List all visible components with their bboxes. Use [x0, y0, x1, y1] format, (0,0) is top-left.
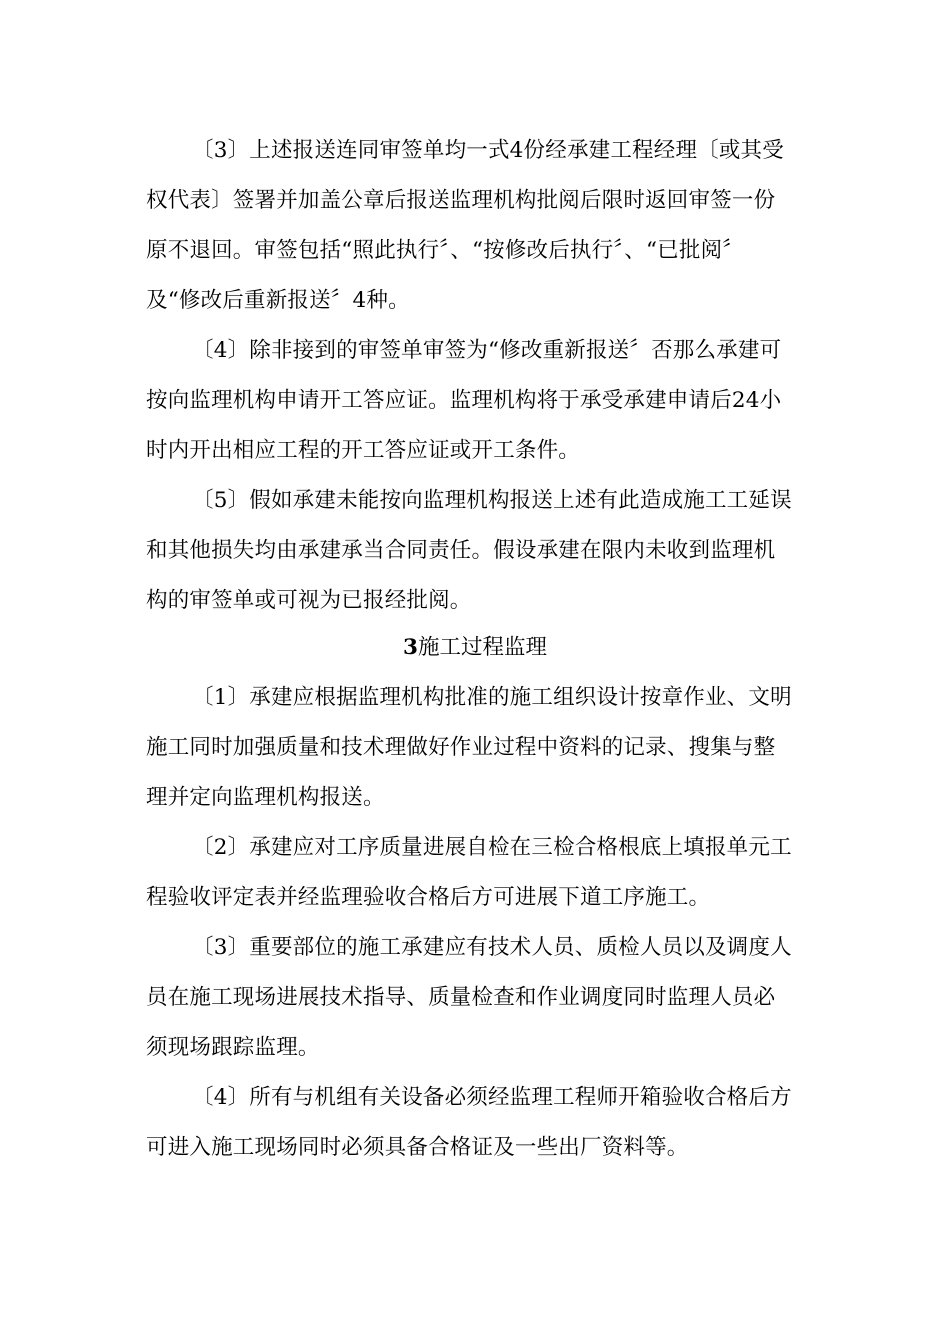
- paragraph-line: 原不退回。审签包括“照此执行〞、“按修改后执行〞、“已批阅〞: [146, 238, 744, 263]
- paragraph-line: 理并定向监理机构报送。: [146, 785, 385, 810]
- paragraph-line: 程验收评定表并经监理验收合格后方可进展下道工序施工。: [146, 885, 711, 910]
- paragraph-line: 施工同时加强质量和技术理做好作业过程中资料的记录、搜集与整: [146, 735, 776, 760]
- section-number: 3: [403, 635, 418, 660]
- paragraph-line: 须现场跟踪监理。: [146, 1035, 320, 1060]
- paragraph-line: 〔4〕除非接到的审签单审签为“修改重新报送〞否那么承建可: [192, 338, 782, 363]
- paragraph-line: 〔3〕上述报送连同审签单均一式4份经承建工程经理〔或其受: [192, 138, 784, 163]
- paragraph-line: 〔4〕所有与机组有关设备必须经监理工程师开箱验收合格后方: [192, 1085, 792, 1110]
- paragraph-line: 构的审签单或可视为已报经批阅。: [146, 588, 472, 613]
- paragraph-line: 〔1〕承建应根据监理机构批准的施工组织设计按章作业、文明: [192, 685, 792, 710]
- section-heading: [0, 633, 950, 663]
- paragraph-line: 可进入施工现场同时必须具备合格证及一些出厂资料等。: [146, 1135, 689, 1160]
- section-title: 施工过程监理: [417, 635, 547, 660]
- paragraph-line: 时内开出相应工程的开工答应证或开工条件。: [146, 438, 581, 463]
- paragraph-line: 及“修改后重新报送〞4种。: [146, 288, 410, 313]
- paragraph-line: 权代表〕签署并加盖公章后报送监理机构批阅后限时返回审签一份: [146, 188, 776, 213]
- paragraph-line: 和其他损失均由承建承当合同责任。假设承建在限内未收到监理机: [146, 538, 776, 563]
- paragraph-line: 按向监理机构申请开工答应证。监理机构将于承受承建申请后24小: [146, 388, 782, 413]
- paragraph-line: 〔5〕假如承建未能按向监理机构报送上述有此造成施工工延误: [192, 488, 792, 513]
- paragraph-line: 〔2〕承建应对工序质量进展自检在三检合格根底上填报单元工: [192, 835, 792, 860]
- paragraph-line: 员在施工现场进展技术指导、质量检查和作业调度同时监理人员必: [146, 985, 776, 1010]
- paragraph-line: 〔3〕重要部位的施工承建应有技术人员、质检人员以及调度人: [192, 935, 792, 960]
